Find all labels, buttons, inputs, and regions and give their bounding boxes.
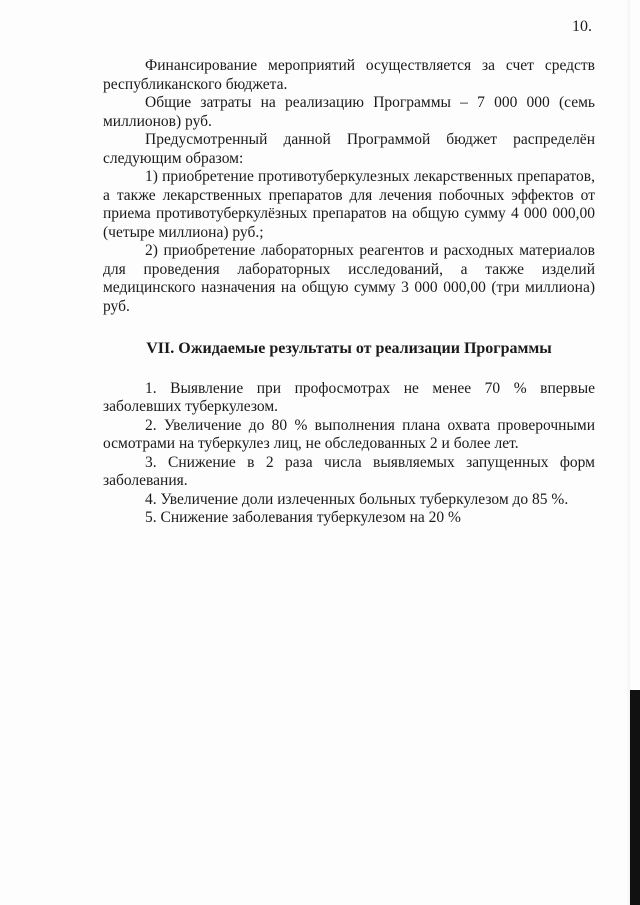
paragraph-funding-source: Финансирование мероприятий осуществляется за счет средств республиканского бюджета. — [103, 57, 595, 93]
paragraph-budget-distribution: Предусмотренный данной Программой бюджет распределён следующим образом: — [103, 131, 595, 167]
result-item-2: 2. Увеличение до 80 % выполнения плана охвата проверочными осмотрами на туберкулез лиц, не обследованных 2 и более лет. — [103, 416, 595, 452]
result-item-5: 5. Снижение заболевания туберкулезом на 20 % — [145, 509, 461, 526]
result-item-1: 1. Выявление при профосмотрах не менее 70 % впервые заболевших туберкулезом. — [103, 379, 595, 415]
document-body — [103, 57, 595, 528]
result-item-4: 4. Увеличение доли излеченных больных туберкулезом до 85 %. — [145, 490, 569, 508]
paragraph-budget-item-2: 2) приобретение лабораторных реагентов и расходных материалов для проведения лабораторных исследований, а также изделий медицинского назначения на общую сумму 3 000 000,00 (три миллиона) руб. — [103, 242, 595, 315]
section-title: VII. Ожидаемые результаты от реализации Программы — [146, 340, 552, 357]
page-number: 10. — [572, 18, 592, 35]
paragraph-budget-item-1: 1) приобретение противотуберкулезных лекарственных препаратов, а также лекарственных препаратов для лечения побочных эффектов от приема противотуберкулёзных препаратов на общую сумму 4 000 000,00 (четыре миллиона) руб.; — [103, 168, 595, 241]
paragraph-total-cost: Общие затраты на реализацию Программы – 7 000 000 (семь миллионов) руб. — [103, 94, 595, 130]
result-item-3: 3. Снижение в 2 раза числа выявляемых запущенных форм заболевания. — [103, 453, 595, 489]
scan-edge-bar — [630, 690, 640, 905]
